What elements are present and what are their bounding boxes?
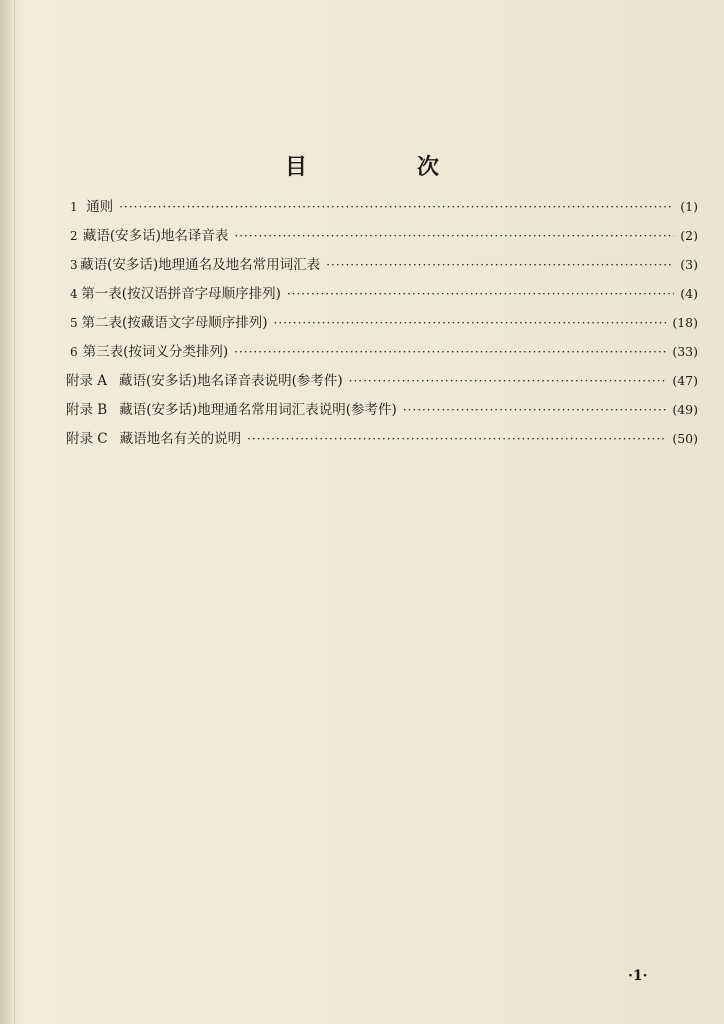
toc-entry-title: 第三表(按词义分类排列): [82, 344, 229, 360]
toc-leader-dots: [326, 251, 674, 280]
toc-entry-title: 藏语(安多话)地理通名常用词汇表说明(参考件): [119, 402, 397, 418]
toc-leader-dots: [234, 338, 666, 367]
toc-entry-number: 6: [70, 345, 78, 359]
toc-entry-page: (3): [680, 257, 698, 272]
toc-entry-page: (4): [680, 286, 698, 301]
toc-entry-title: 通则: [86, 199, 114, 215]
toc-appendix-label: 附录 A: [66, 373, 108, 389]
toc-leader-dots: [274, 309, 667, 338]
toc-entry[interactable]: [66, 250, 698, 279]
toc-entry-page: (2): [680, 228, 698, 243]
toc-entry-page: (49): [672, 402, 698, 417]
toc-leader-dots: [403, 396, 667, 425]
toc-entry[interactable]: [66, 192, 698, 221]
toc-entry-title: 藏语(安多话)地名译音表: [82, 228, 229, 244]
toc-entry-title: 第一表(按汉语拼音字母顺序排列): [81, 286, 281, 302]
toc-appendix-label: 附录 B: [66, 402, 108, 418]
toc-title: 目 次: [284, 154, 483, 180]
toc-list: [66, 192, 698, 453]
toc-leader-dots: [349, 367, 667, 396]
toc-entry-number: 3: [70, 258, 78, 272]
toc-leader-dots: [234, 222, 674, 251]
toc-appendix-label: 附录 C: [66, 431, 108, 447]
toc-entry[interactable]: [66, 221, 698, 250]
page-number: ·1·: [628, 968, 648, 984]
toc-leader-dots: [287, 280, 674, 309]
toc-appendix-entry[interactable]: [66, 395, 698, 424]
toc-entry-number: 4: [70, 287, 78, 301]
toc-appendix-entry[interactable]: [66, 424, 698, 453]
toc-leader-dots: [247, 425, 666, 454]
toc-entry-title: 藏语(安多话)地名译音表说明(参考件): [119, 373, 343, 389]
toc-entry[interactable]: [66, 279, 698, 308]
toc-entry-title: 第二表(按藏语文字母顺序排列): [81, 315, 268, 331]
toc-entry-title: 藏语(安多话)地理通名及地名常用词汇表: [80, 257, 321, 273]
toc-entry-title: 藏语地名有关的说明: [119, 431, 242, 447]
toc-entry-page: (18): [672, 315, 698, 330]
toc-entry-page: (33): [672, 344, 698, 359]
toc-entry-number: 1: [70, 200, 78, 214]
toc-appendix-entry[interactable]: [66, 366, 698, 395]
toc-entry-page: (1): [680, 199, 698, 214]
toc-entry-page: (50): [672, 431, 698, 446]
toc-leader-dots: [119, 193, 674, 222]
toc-entry-number: 2: [70, 229, 78, 243]
toc-entry-page: (47): [672, 373, 698, 388]
toc-entry[interactable]: [66, 337, 698, 366]
toc-entry-number: 5: [70, 316, 78, 330]
toc-entry[interactable]: [66, 308, 698, 337]
